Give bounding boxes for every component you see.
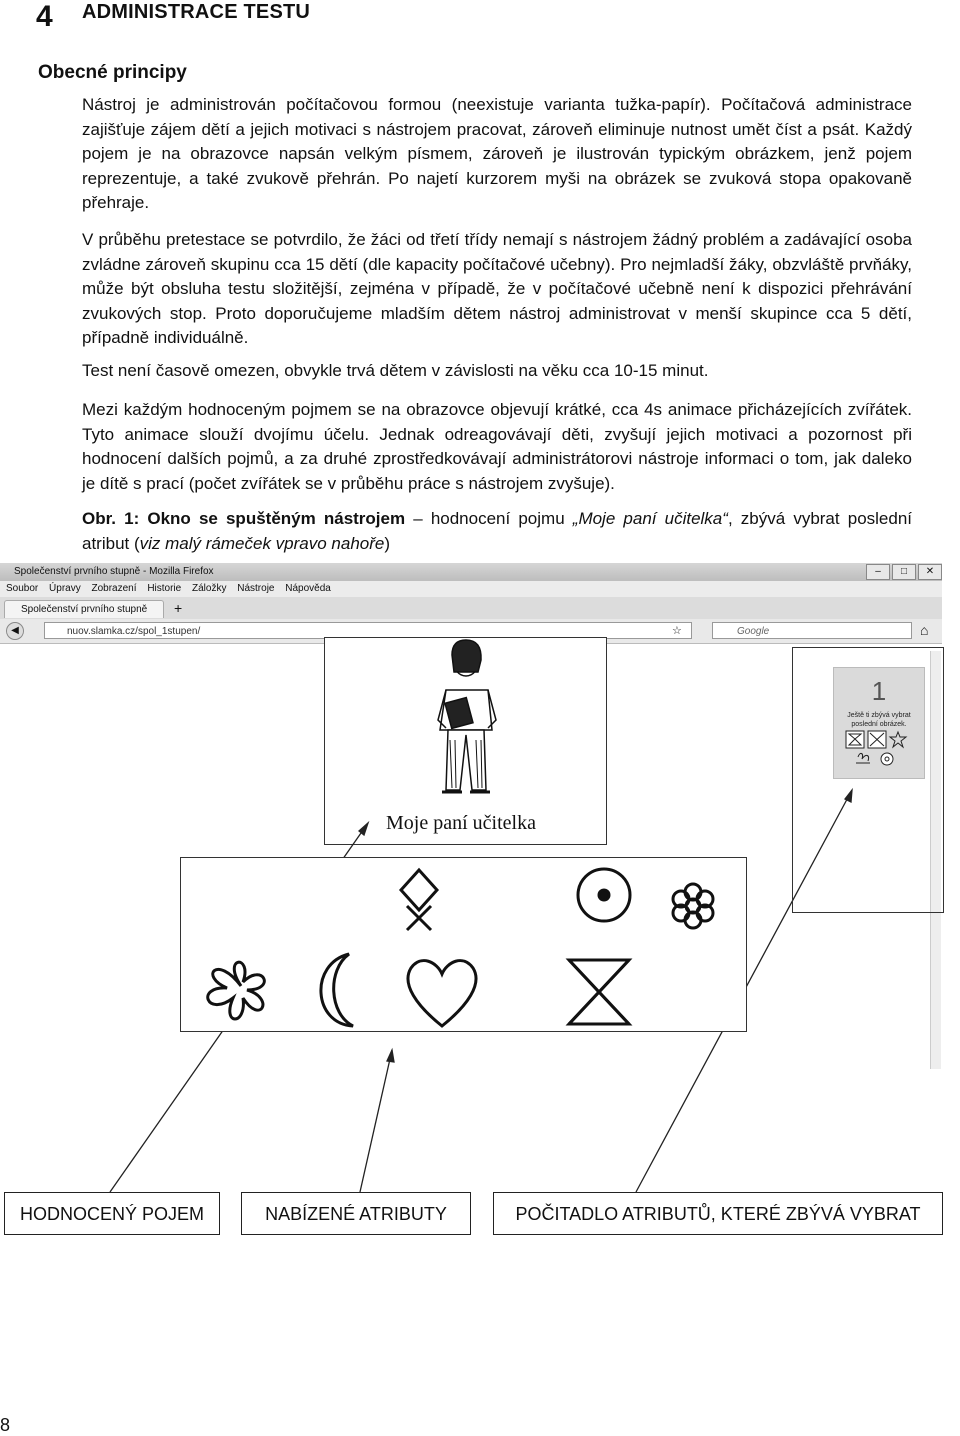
search-input[interactable]: Google (712, 622, 912, 639)
callout-concept: HODNOCENÝ POJEM (4, 1192, 220, 1235)
counter-panel (833, 667, 925, 779)
attribute-circle-dot-symbol[interactable] (578, 869, 630, 921)
menu-item-zalozky[interactable]: Záložky (192, 583, 227, 594)
back-arrow-icon[interactable]: ◀ (6, 622, 24, 640)
attribute-clover-symbol[interactable] (208, 962, 265, 1019)
paragraph-2: V průběhu pretestace se potvrdilo, že žáci od třetí třídy nemají s nástrojem žádný problém a zadávající osoba zvládne zároveň skupinu cca 15 dětí (dle kapacity počítačové učebny). Pro nejmladší žáky, obzvláště prvňáky, může být obsluha testu složitější, zejména v případě, že v počítačové učebně není k dispozici přehrávání zvukových stop. Proto doporučujeme mladším dětem nástroj administrovat v menší skupince cca 5 dětí, případně individuálně. (82, 230, 912, 348)
mini-flower-icon (881, 753, 893, 765)
counter-text: Ještě ti zbývá vybrat poslední obrázek. (847, 712, 911, 728)
caption-italic: viz malý rámeček vpravo nahoře (139, 533, 385, 553)
window-title: Společenství prvního stupně - Mozilla Firefox (14, 566, 214, 577)
paragraph-3: Test není časově omezen, obvykle trvá dětem v závislosti na věku cca 10-15 minut. (82, 361, 709, 380)
counter-mini-symbols (834, 729, 924, 769)
menu-item-napoveda[interactable]: Nápověda (285, 583, 331, 594)
attribute-heart-symbol[interactable] (408, 961, 476, 1026)
new-tab-icon[interactable]: + (174, 600, 183, 616)
attribute-flower-symbol[interactable] (673, 884, 713, 928)
concept-label: Moje paní učitelka (386, 812, 536, 834)
menu-item-nastroje[interactable]: Nástroje (237, 583, 275, 594)
section-title: Obecné principy (38, 62, 187, 83)
attributes-box (180, 857, 747, 1032)
callout-counter: POČITADLO ATRIBUTŮ, KTERÉ ZBÝVÁ VYBRAT (493, 1192, 943, 1235)
close-button[interactable]: ✕ (918, 564, 942, 580)
paragraph-4: Mezi každým hodnoceným pojmem se na obrazovce objevují krátké, cca 4s animace přicházejících zvířátek. Tyto animace slouží dvojímu účelu. Jednak odreagovávají děti, zvyšují jejich motivaci a pozornost při hodnocení dalších pojmů, a za druhé zprostředkovávají administrátorovi nástroje informaci o tom, jak daleko je dítě s prací (počet zvířátek se v průběhu práce s nástrojem zvyšuje). (82, 400, 912, 493)
page-number: 8 (0, 1415, 11, 1435)
menu-item-soubor[interactable]: Soubor (6, 583, 39, 594)
arrowhead-attributes (387, 1050, 394, 1062)
caption-lead: Obr. 1: Okno se spuštěným nástrojem (82, 509, 406, 528)
attribute-bowtie-symbol[interactable] (569, 960, 629, 1024)
home-icon[interactable]: ⌂ (920, 622, 929, 638)
attribute-knot-symbol[interactable] (401, 870, 437, 930)
menu-item-upravy[interactable]: Úpravy (49, 583, 81, 594)
paragraph-1: Nástroj je administrován počítačovou formou (neexistuje varianta tužka-papír). Počítačová administrace zajišťuje zájem dětí a jejich motivaci s nástrojem pracovat, zároveň eliminuje nutnost umět číst a psát. Každý pojem je na obrazovce napsán velkým písmem, zároveň je ilustrován typickým obrázkem, jenž pojem reprezentuje, a také zvukově přehrán. Po najetí kurzorem myši na obrázek se zvuková stopa opakovaně přehraje. (82, 95, 912, 213)
attribute-moon-symbol[interactable] (321, 954, 353, 1026)
menu-item-zobrazeni[interactable]: Zobrazení (91, 583, 137, 594)
minimize-button[interactable]: – (866, 564, 890, 580)
attribute-symbols (181, 858, 748, 1033)
arrow-attributes (360, 1050, 392, 1192)
caption-rest-2: ) (384, 533, 391, 553)
caption-dash: – hodnocení pojmu (405, 509, 573, 528)
mini-star-icon (890, 732, 906, 747)
counter-number: 1 (871, 676, 887, 706)
mini-waves-icon (856, 753, 870, 763)
teacher-figure[interactable] (438, 640, 496, 792)
callout-attributes: NABÍZENÉ ATRIBUTY (241, 1192, 471, 1235)
chapter-title: ADMINISTRACE TESTU (82, 1, 311, 23)
tab-active[interactable]: Společenství prvního stupně (4, 600, 164, 618)
maximize-button[interactable]: □ (892, 564, 916, 580)
bookmark-star-icon[interactable]: ☆ (672, 625, 682, 637)
chapter-number: 4 (36, 0, 53, 33)
caption-rest-1: , zbývá vybrat poslední atribut ( (82, 509, 913, 553)
menu-item-historie[interactable]: Historie (147, 583, 182, 594)
url-input[interactable]: nuov.slamka.cz/spol_1stupen/ (44, 622, 692, 639)
caption-term: „Moje paní učitelka“ (572, 509, 728, 528)
